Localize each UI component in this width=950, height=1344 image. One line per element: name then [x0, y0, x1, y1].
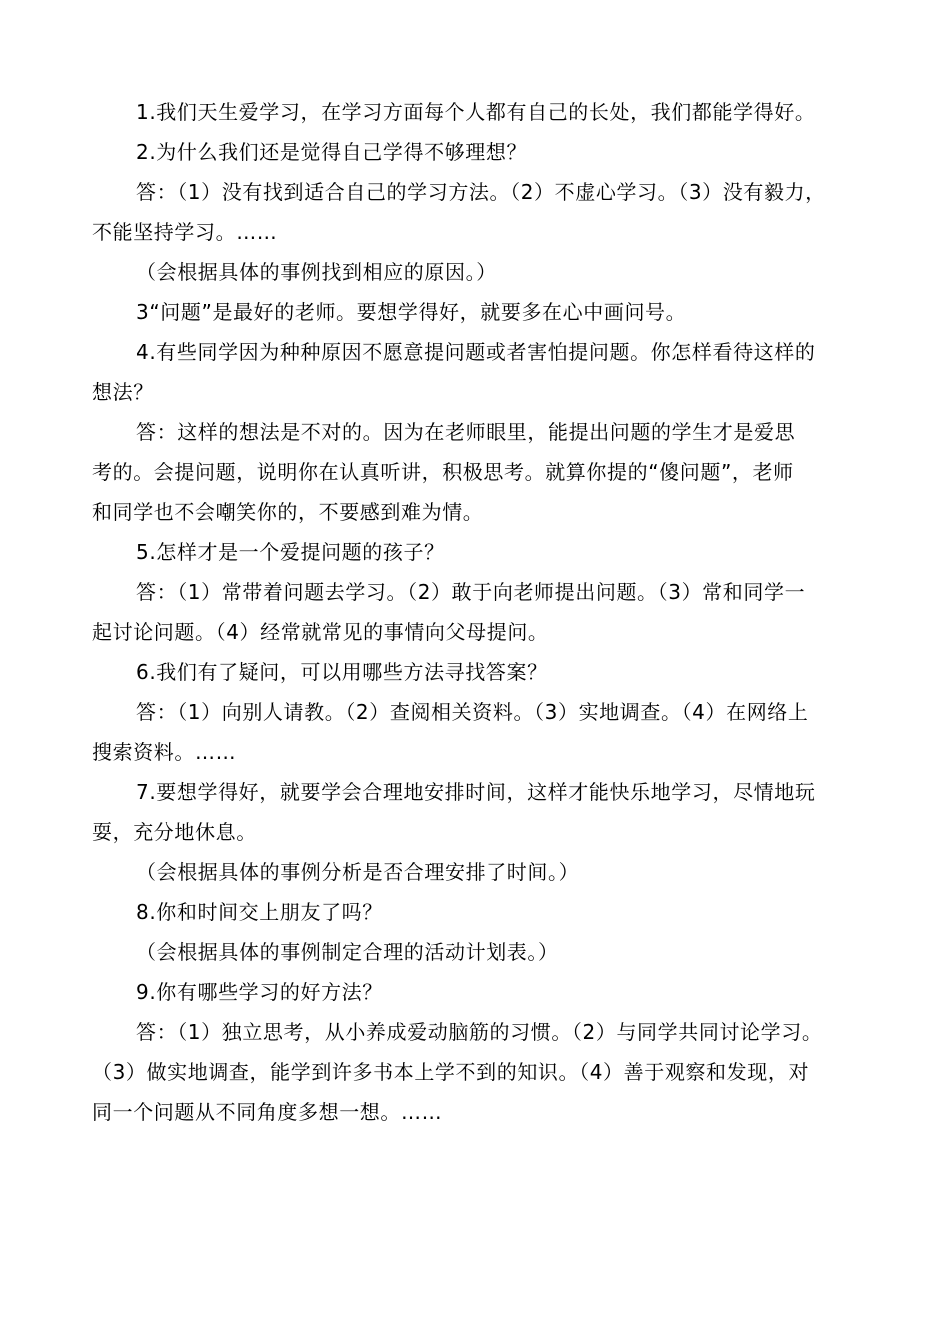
answer-9-line-2: （3）做实地调查，能学到许多书本上学不到的知识。（4）善于观察和发现，对: [92, 1060, 810, 1084]
answer-4-line-3: 和同学也不会嘲笑你的，不要感到难为情。: [92, 500, 484, 524]
note-7-text: （会根据具体的事例分析是否合理安排了时间。）: [136, 860, 580, 884]
answer-5-line-1: 答：（1）常带着问题去学习。（2）敢于向老师提出问题。（3）常和同学一: [136, 580, 806, 604]
question-5-text: 5.怎样才是一个爱提问题的孩子？: [136, 540, 445, 564]
question-2-text: 2.为什么我们还是觉得自己学得不够理想？: [136, 140, 528, 164]
question-8-text: 8.你和时间交上朋友了吗？: [136, 900, 383, 924]
question-6-text: 6.我们有了疑问，可以用哪些方法寻找答案？: [136, 660, 548, 684]
answer-6-line-1: 答：（1）向别人请教。（2）查阅相关资料。（3）实地调查。（4）在网络上: [136, 700, 809, 724]
question-4-line-1: 4.有些同学因为种种原因不愿意提问题或者害怕提问题。你怎样看待这样的: [136, 340, 816, 364]
answer-6-line-2: 搜索资料。……: [92, 740, 237, 764]
answer-9-line-3: 同一个问题从不同角度多想一想。……: [92, 1100, 443, 1124]
point-7-line-1: 7.要想学得好，就要学会合理地安排时间，这样才能快乐地学习，尽情地玩: [136, 780, 816, 804]
answer-4-line-1: 答：这样的想法是不对的。因为在老师眼里，能提出问题的学生才是爱思: [136, 420, 796, 444]
note-2-text: （会根据具体的事例找到相应的原因。）: [136, 260, 497, 284]
question-4-line-2: 想法？: [92, 380, 154, 404]
point-7-line-2: 耍，充分地休息。: [92, 820, 257, 844]
point-1-text: 1.我们天生爱学习，在学习方面每个人都有自己的长处，我们都能学得好。: [136, 100, 816, 124]
answer-4-line-2: 考的。会提问题，说明你在认真听讲，积极思考。就算你提的“傻问题”，老师: [92, 460, 794, 484]
note-8-text: （会根据具体的事例制定合理的活动计划表。）: [136, 940, 559, 964]
answer-5-line-2: 起讨论问题。（4）经常就常见的事情向父母提问。: [92, 620, 549, 644]
answer-9-line-1: 答：（1）独立思考，从小养成爱动脑筋的习惯。（2）与同学共同讨论学习。: [136, 1020, 823, 1044]
question-9-text: 9.你有哪些学习的好方法？: [136, 980, 383, 1004]
answer-2-line-1: 答：（1）没有找到适合自己的学习方法。（2）不虚心学习。（3）没有毅力，: [136, 180, 826, 204]
point-3-text: 3“问题”是最好的老师。要想学得好，就要多在心中画问号。: [136, 300, 687, 324]
answer-2-line-2: 不能坚持学习。……: [92, 220, 278, 244]
